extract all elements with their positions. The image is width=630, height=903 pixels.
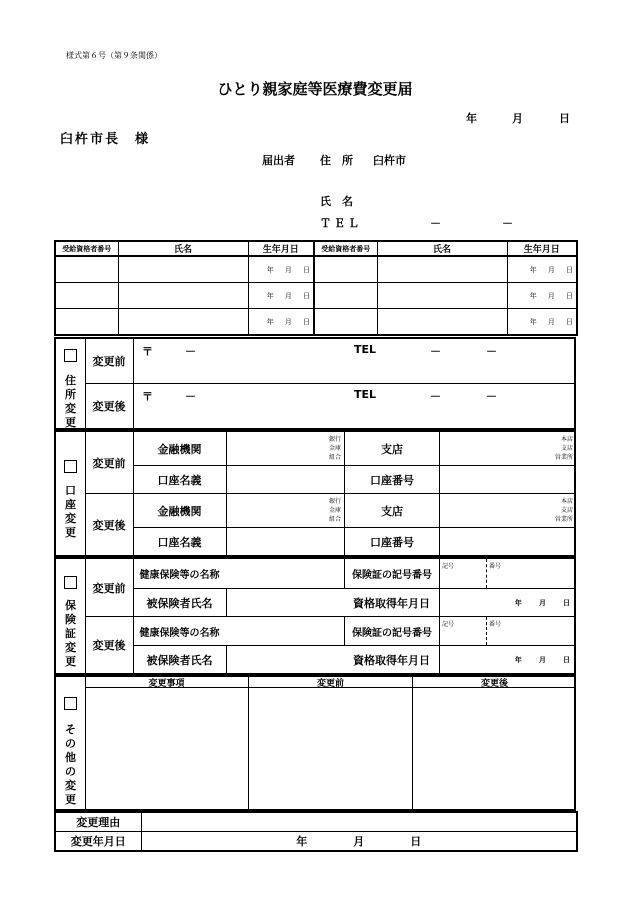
table-row: 年 月 日 年 月 日 <box>55 283 577 309</box>
after-label: 変更後 <box>85 384 134 428</box>
insurer-name-input[interactable] <box>226 617 344 645</box>
address-value: 臼杵市 <box>373 154 406 167</box>
addressee: 臼杵市長 様 <box>60 132 151 147</box>
address-change-section <box>54 337 576 430</box>
insured-name-label: 被保険者氏名 <box>133 645 226 673</box>
acquired-date-label: 資格取得年月日 <box>344 588 439 617</box>
table-row: 年 月 日 年 月 日 <box>55 309 577 336</box>
change-item-input[interactable] <box>85 688 248 809</box>
before-label: 変更前 <box>85 339 134 383</box>
other-change-table <box>85 677 574 809</box>
address-change-side-label: 住 所 変 更 <box>65 374 76 429</box>
branch-label: 支店 <box>344 494 439 527</box>
reason-input[interactable] <box>141 812 577 832</box>
header-cert-no-2: 受給資格者番号 <box>314 241 377 256</box>
member-table <box>54 240 578 336</box>
insurer-name-input[interactable] <box>226 559 344 588</box>
account-before-row: 変更前 金融機関 銀行 金庫 組合 支店 本店 支店 営業所 口座名義 口座番号 <box>85 432 574 494</box>
address-change-checkbox[interactable] <box>64 349 77 362</box>
branch-label: 支店 <box>344 432 439 465</box>
other-change-section <box>54 675 576 811</box>
address-after-row: 変更後 〒 － TEL － － <box>85 384 574 428</box>
postal-mark: 〒 <box>142 345 153 358</box>
branch-input[interactable]: 本店 支店 営業所 <box>439 432 576 465</box>
insurer-name-label: 健康保険等の名称 <box>139 570 220 581</box>
other-change-side-label: そ の 他 の 変 更 <box>65 723 76 806</box>
header-after: 変更後 <box>412 677 576 688</box>
insured-name-label: 被保険者氏名 <box>133 588 226 617</box>
tel-label: TEL <box>354 343 377 356</box>
header-birthdate-2: 生年月日 <box>507 241 577 256</box>
insurance-change-section <box>54 557 576 675</box>
page-title: ひとり親家庭等医療費変更届 <box>217 80 413 98</box>
date-year-label: 年 <box>466 112 477 125</box>
account-number-label: 口座番号 <box>344 465 439 494</box>
change-date-label: 変更年月日 <box>55 832 141 852</box>
account-number-label: 口座番号 <box>344 527 439 555</box>
insured-name-input[interactable] <box>226 588 344 617</box>
insurance-change-side-label: 保 険 証 変 更 <box>65 599 76 668</box>
card-number-input[interactable]: 番号 <box>486 617 576 645</box>
postal-mark: 〒 <box>142 390 153 403</box>
card-symbol-input[interactable]: 記号 <box>439 617 486 645</box>
header-cert-no: 受給資格者番号 <box>55 241 118 256</box>
account-number-input[interactable] <box>439 527 576 555</box>
tel-dash-1: － <box>430 217 441 230</box>
reason-label: 変更理由 <box>55 812 141 832</box>
holder-label: 口座名義 <box>133 465 226 494</box>
form-number: 様式第６号（第９条関係） <box>66 51 162 60</box>
insured-name-input[interactable] <box>226 645 344 673</box>
before-input[interactable] <box>248 688 412 809</box>
card-number-input[interactable]: 番号 <box>486 559 576 588</box>
bank-label: 金融機関 <box>157 504 202 518</box>
header-change-item: 変更事項 <box>85 677 248 688</box>
bank-input[interactable]: 銀行 金庫 組合 <box>226 494 344 527</box>
tel-label: ＴＥＬ <box>320 217 362 230</box>
account-change-checkbox[interactable] <box>64 460 77 473</box>
account-number-input[interactable] <box>439 465 576 494</box>
name-label: 氏 名 <box>320 195 353 208</box>
insurance-after-row: 変更後 健康保険等の名称 保険証の記号番号 記号 番号 被保険者氏名 資格取得年月日 年 月 日 <box>85 617 574 673</box>
holder-label: 口座名義 <box>133 527 226 555</box>
card-symbol-input[interactable]: 記号 <box>439 559 486 588</box>
reason-date-table <box>54 811 578 852</box>
date-day-label: 日 <box>559 112 570 125</box>
account-after-row: 変更後 金融機関 銀行 金庫 組合 支店 本店 支店 営業所 口座名義 口座番号 <box>85 494 574 555</box>
date-month-label: 月 <box>512 112 523 125</box>
acquired-date-label: 資格取得年月日 <box>344 645 439 673</box>
tel-label: TEL <box>354 388 377 401</box>
header-name-2: 氏名 <box>377 241 507 256</box>
acquired-date-input[interactable]: 年 月 日 <box>439 645 576 673</box>
account-change-section <box>54 430 576 557</box>
address-label: 住 所 <box>320 154 353 167</box>
other-change-checkbox[interactable] <box>64 697 77 710</box>
header-birthdate: 生年月日 <box>248 241 314 256</box>
insurance-before-row: 変更前 健康保険等の名称 保険証の記号番号 記号 番号 被保険者氏名 資格取得年月日 年 月 日 <box>85 559 574 617</box>
applicant-role: 届出者 <box>262 154 295 167</box>
address-before-row: 変更前 〒 － TEL － － <box>85 339 574 384</box>
acquired-date-input[interactable]: 年 月 日 <box>439 588 576 617</box>
header-before: 変更前 <box>248 677 412 688</box>
card-symbol-label: 保険証の記号番号 <box>344 559 439 588</box>
tel-dash-2: － <box>502 217 513 230</box>
table-row: 年 月 日 年 月 日 <box>55 256 577 283</box>
holder-input[interactable] <box>226 465 344 494</box>
after-input[interactable] <box>412 688 576 809</box>
card-symbol-label: 保険証の記号番号 <box>344 617 439 645</box>
bank-input[interactable]: 銀行 金庫 組合 <box>226 432 344 465</box>
header-name: 氏名 <box>118 241 248 256</box>
account-change-side-label: 口 座 変 更 <box>65 484 76 539</box>
holder-input[interactable] <box>226 527 344 555</box>
insurance-change-checkbox[interactable] <box>64 576 77 589</box>
branch-input[interactable]: 本店 支店 営業所 <box>439 494 576 527</box>
bank-label: 金融機関 <box>157 442 202 456</box>
change-date-input[interactable]: 年 月 日 <box>141 832 577 852</box>
insurer-name-label: 健康保険等の名称 <box>139 627 220 639</box>
